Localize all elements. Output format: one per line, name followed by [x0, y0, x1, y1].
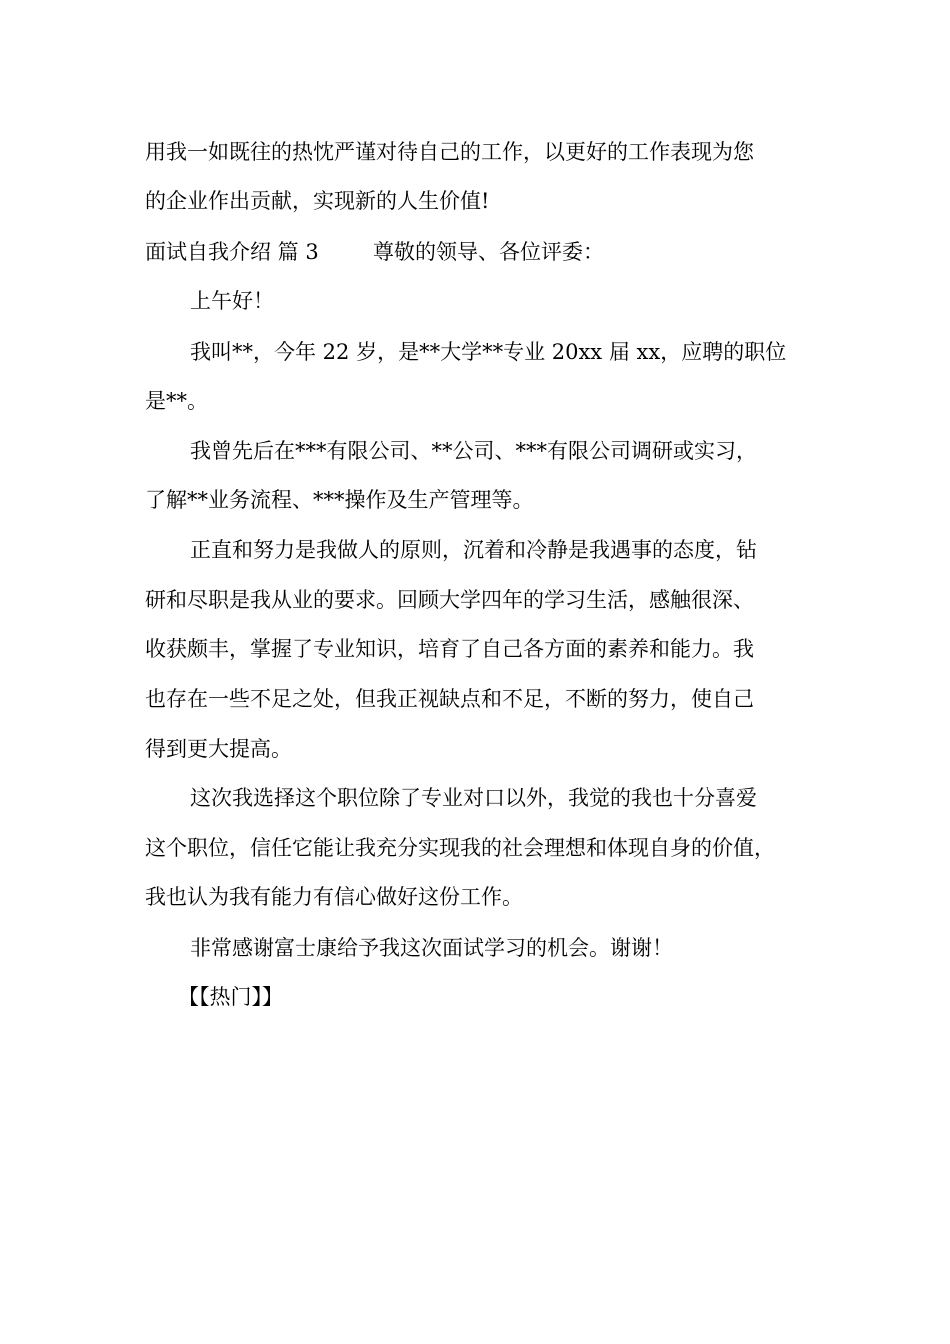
- text-line: 收获颇丰，掌握了专业知识，培育了自己各方面的素养和能力。我: [145, 637, 754, 661]
- text-line: 的企业作出贡献，实现新的人生价值!: [145, 189, 490, 213]
- text-line: 这次我选择这个职位除了专业对口以外，我觉的我也十分喜爱: [190, 786, 757, 810]
- text-line: 了解**业务流程、***操作及生产管理等。: [145, 488, 534, 512]
- text-line: 研和尽职是我从业的要求。回顾大学四年的学习生活，感触很深、: [145, 588, 754, 612]
- text-line: 非常感谢富士康给予我这次面试学习的机会。谢谢！: [190, 936, 673, 960]
- text-line: 这个职位，信任它能让我充分实现我的社会理想和体现自身的价值，: [145, 836, 775, 860]
- greeting: 上午好！: [190, 289, 274, 313]
- text-line: 我也认为我有能力有信心做好这份工作。: [145, 885, 523, 909]
- text-line: 我叫**，今年 22 岁，是**大学**专业 20xx 届 xx，应聘的职位: [190, 340, 787, 364]
- text-line: 也存在一些不足之处，但我正视缺点和不足，不断的努力，使自己: [145, 687, 754, 711]
- text-line: 得到更大提高。: [145, 737, 292, 761]
- hot-tag: 【【热门】】: [178, 985, 283, 1009]
- text-line: 用我一如既往的热忱严谨对待自己的工作，以更好的工作表现为您: [145, 140, 754, 164]
- salutation: 尊敬的领导、各位评委：: [373, 240, 604, 264]
- text-line: 我曾先后在***有限公司、**公司、***有限公司调研或实习，: [190, 439, 757, 463]
- text-line: 正直和努力是我做人的原则，沉着和冷静是我遇事的态度，钻: [190, 538, 757, 562]
- text-line: 是**。: [145, 389, 208, 413]
- section-heading: 面试自我介绍 篇 3: [145, 240, 319, 264]
